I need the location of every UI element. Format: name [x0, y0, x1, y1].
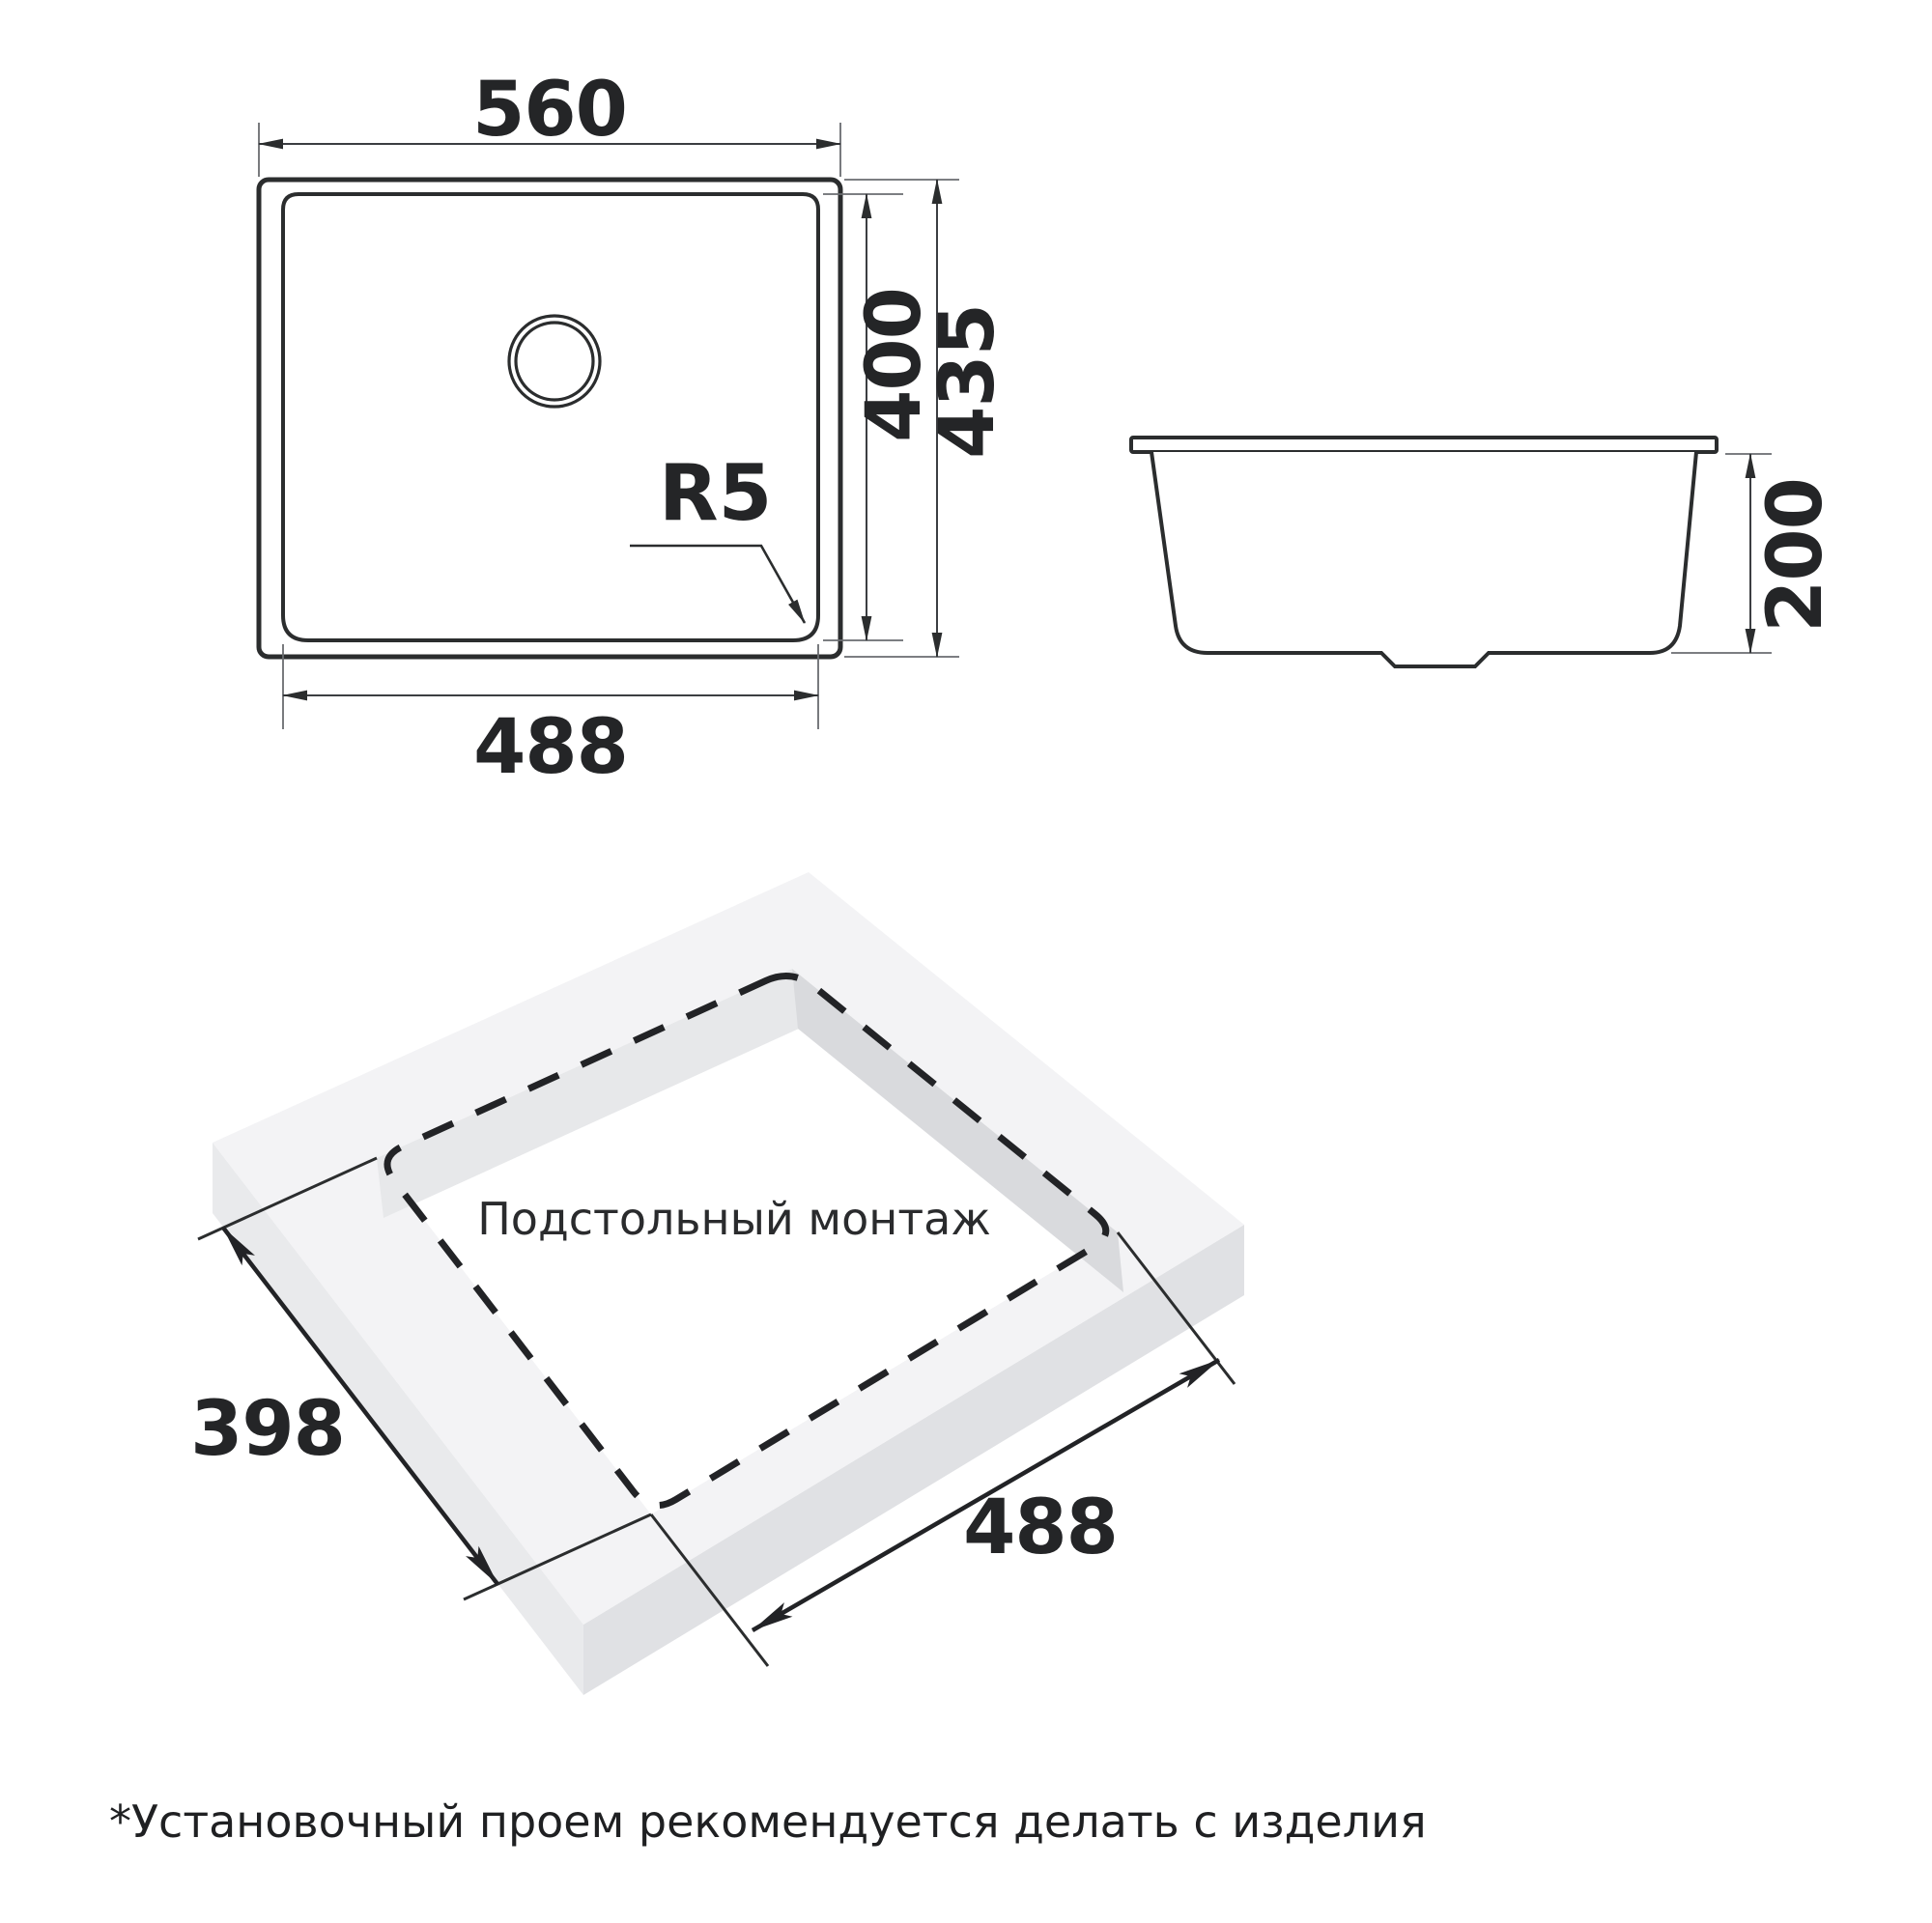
plan-inner-bowl: [283, 194, 818, 640]
dim-488-plan-label: 488: [473, 704, 628, 791]
dim-400-label: 400: [851, 288, 938, 442]
footnote: *Установочный проем рекомендуется делать с изделия: [109, 1796, 1427, 1848]
iso-view: [190, 872, 1244, 1695]
dim-435-label: 435: [924, 304, 1011, 459]
dim-200: [1671, 454, 1839, 653]
dim-560-label: 560: [472, 67, 627, 154]
dim-200-label: 200: [1752, 478, 1839, 633]
side-rim-flange: [1131, 438, 1717, 452]
radius-callout-label: R5: [659, 448, 773, 538]
dim-398-label: 398: [190, 1386, 345, 1473]
side-bowl-profile: [1151, 452, 1696, 666]
iso-caption: Подстольный монтаж: [477, 1193, 991, 1245]
plan-view: [259, 67, 1011, 791]
dim-488-iso-label: 488: [963, 1485, 1118, 1571]
side-view: [1131, 438, 1839, 666]
dim-560: [259, 67, 840, 177]
dim-488-plan: [283, 644, 818, 791]
